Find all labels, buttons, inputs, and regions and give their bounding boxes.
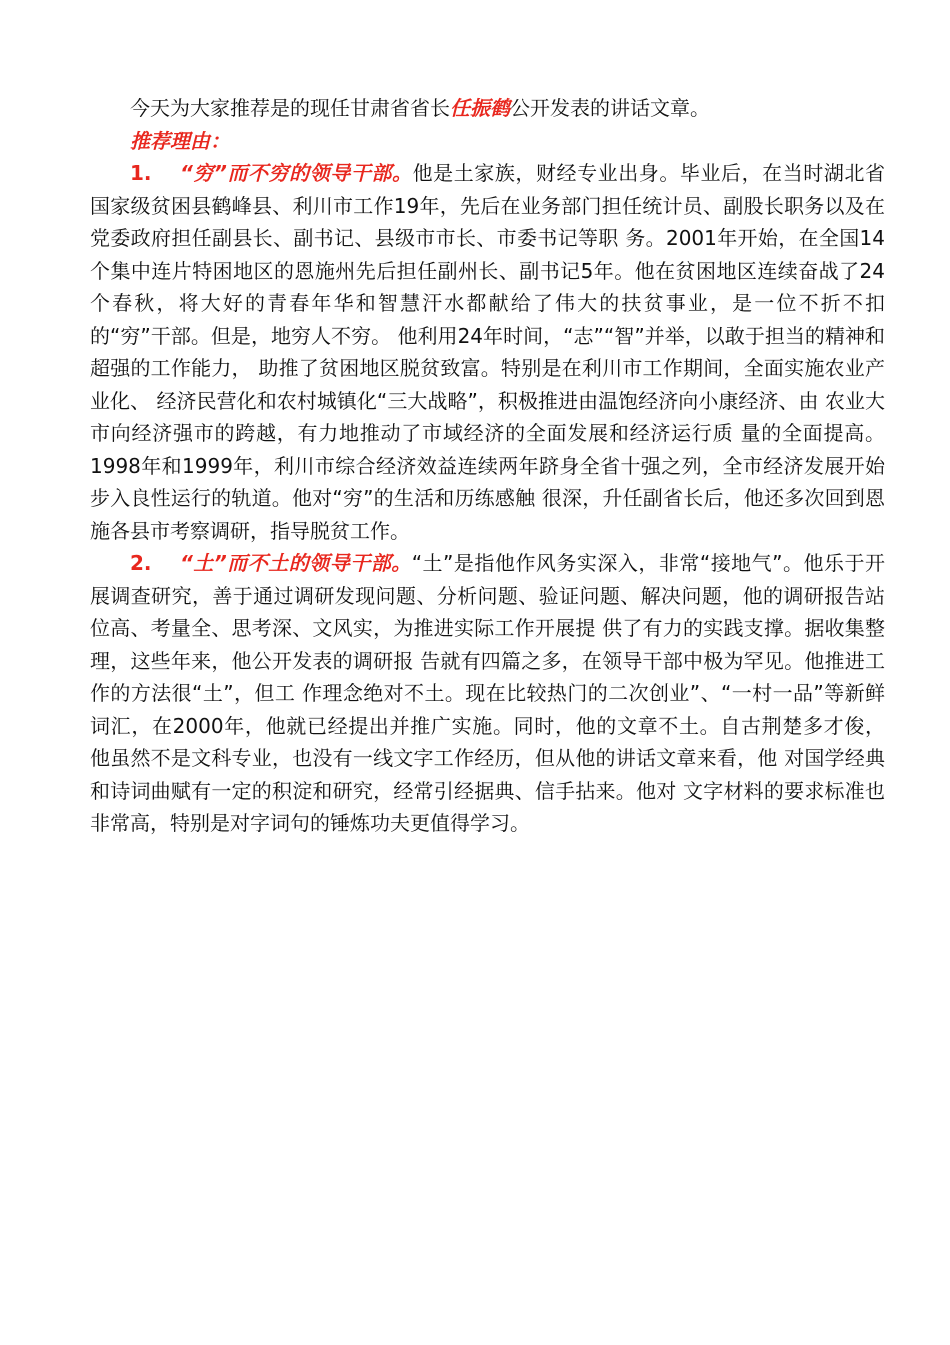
section-number: 1.: [130, 161, 152, 185]
intro-text: 今天为大家推荐是的现任甘肃省省长: [130, 96, 450, 120]
section-body: 他是土家族，财经专业出身。毕业后，在当时湖北省国家级贫困县鹤峰县、利川市工作19年，先后在业务部门担任统计员、副股长职务以及在党委政府担任副县长、副书记、县级市市长、市委书记等职 务。2001年开始，在全国14个集中连片特困地区的恩施州先后担任副州长、副书记5年。他在贫困地区连续奋战了24个春秋，将大好的青春年华和智慧汗水都献给了伟大的扶贫事业，是一位不折不扣的“穷”干部。但是，地穷人不穷。 他利用24年时间，“志”“智”并举，以敢于担当的精神和超强的工作能力， 助推了贫困地区脱贫致富。特别是在利川市工作期间，全面实施农业产业化、 经济民营化和农村城镇化“三大战略”，积极推进由温饱经济向小康经济、由 农业大市向经济强市的跨越，有力地推动了市域经济的全面发展和经济运行质 量的全面提高。1998年和1999年，利川市综合经济效益连续两年跻身全省十强之列，全市经济发展开始步入良性运行的轨道。他对“穷”的生活和历练感触 很深，升任副省长后，他还多次回到恩施各县市考察调研，指导脱贫工作。: [90, 161, 886, 543]
section-title: “土”而不土的领导干部。: [180, 551, 412, 575]
intro-paragraph: [90, 92, 885, 125]
document-page: [90, 92, 885, 840]
reason-heading-line: [90, 125, 885, 158]
highlighted-name: 任振鹤: [450, 96, 510, 120]
section-paragraph-1: [90, 157, 885, 547]
section-body: “土”是指他作风务实深入，非常“接地气”。他乐于开展调查研究，善于通过调研发现问题、分析问题、验证问题、解决问题，他的调研报告站位高、考量全、思考深、文风实，为推进实际工作开展提 供了有力的实践支撑。据收集整理，这些年来，他公开发表的调研报 告就有四篇之多，在领导干部中极为罕见。他推进工作的方法很“土”，但工 作理念绝对不土。现在比较热门的二次创业”、“一村一品”等新鲜词汇，在2000年，他就已经提出并推广实施。同时，他的文章不土。自古荆楚多才俊， 他虽然不是文科专业，也没有一线文字工作经历，但从他的讲话文章来看，他 对国学经典和诗词曲赋有一定的积淀和研究，经常引经据典、信手拈来。他对 文字材料的要求标准也非常高，特别是对字词句的锤炼功夫更值得学习。: [90, 551, 886, 835]
section-number: 2.: [130, 551, 152, 575]
section-title: “穷”而不穷的领导干部。: [180, 161, 413, 185]
intro-text-end: 公开发表的讲话文章。: [510, 96, 710, 120]
reason-heading: 推荐理由：: [130, 128, 230, 153]
section-paragraph-2: [90, 547, 885, 840]
